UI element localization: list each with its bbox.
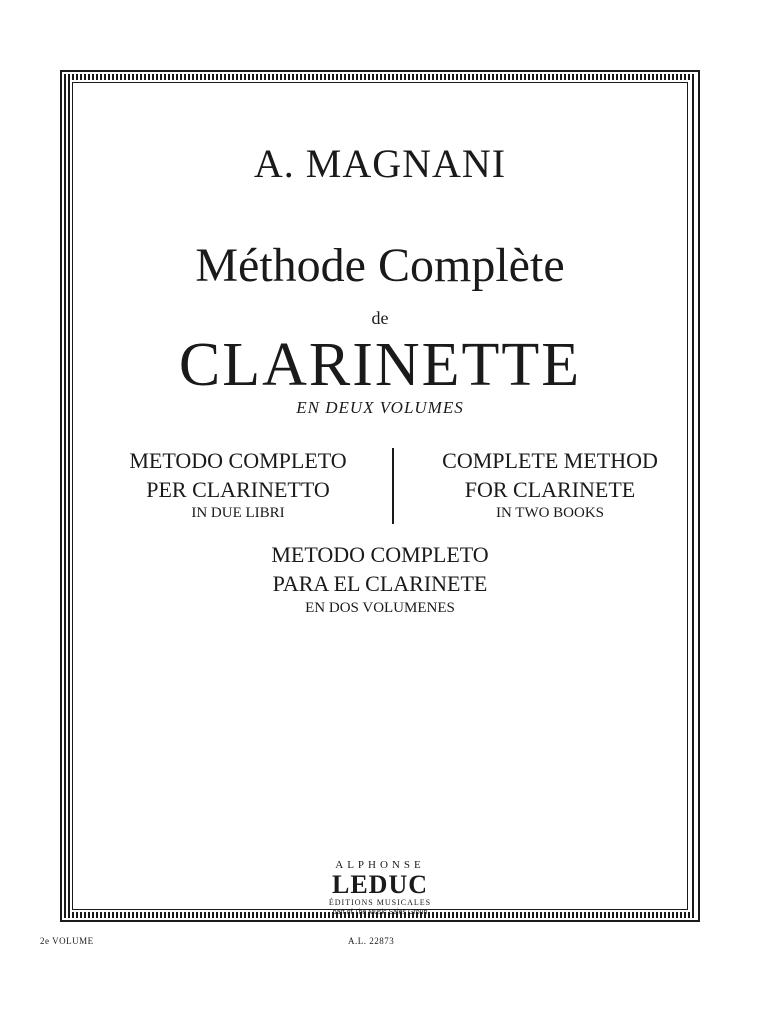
title-instrument: CLARINETTE [178, 331, 582, 399]
italian-line3: IN DUE LIBRI [191, 505, 285, 521]
subtitle: EN DEUX VOLUMES [296, 398, 464, 417]
volume-label: 2e VOLUME [40, 936, 94, 946]
italian-line2: PER CLARINETTO [146, 477, 330, 502]
column-divider [392, 448, 394, 524]
spanish-line1: METODO COMPLETO [271, 542, 489, 567]
spanish-line3: EN DOS VOLUMENES [305, 600, 455, 616]
catalog-number: A.L. 22873 [348, 936, 395, 946]
english-line2: FOR CLARINETE [464, 477, 636, 502]
publisher-line4: part of The Music Sales Group [332, 909, 428, 916]
english-line3: IN TWO BOOKS [495, 505, 605, 521]
italian-line1: METODO COMPLETO [129, 448, 347, 473]
title-connector: de [371, 308, 389, 328]
english-title-block [400, 446, 700, 522]
publisher-logo [72, 858, 688, 917]
spanish-line2: PARA EL CLARINETE [272, 571, 488, 596]
italian-title-block [88, 446, 388, 522]
title-main: Méthode Complète [195, 239, 565, 292]
english-line1: COMPLETE METHOD [442, 448, 658, 473]
publisher-line3: ÉDITIONS MUSICALES [328, 898, 432, 907]
publisher-line1: ALPHONSE [335, 859, 425, 871]
composer-name: A. MAGNANI [253, 141, 507, 186]
spanish-title-block [72, 540, 688, 618]
publisher-line2: LEDUC [331, 870, 428, 899]
